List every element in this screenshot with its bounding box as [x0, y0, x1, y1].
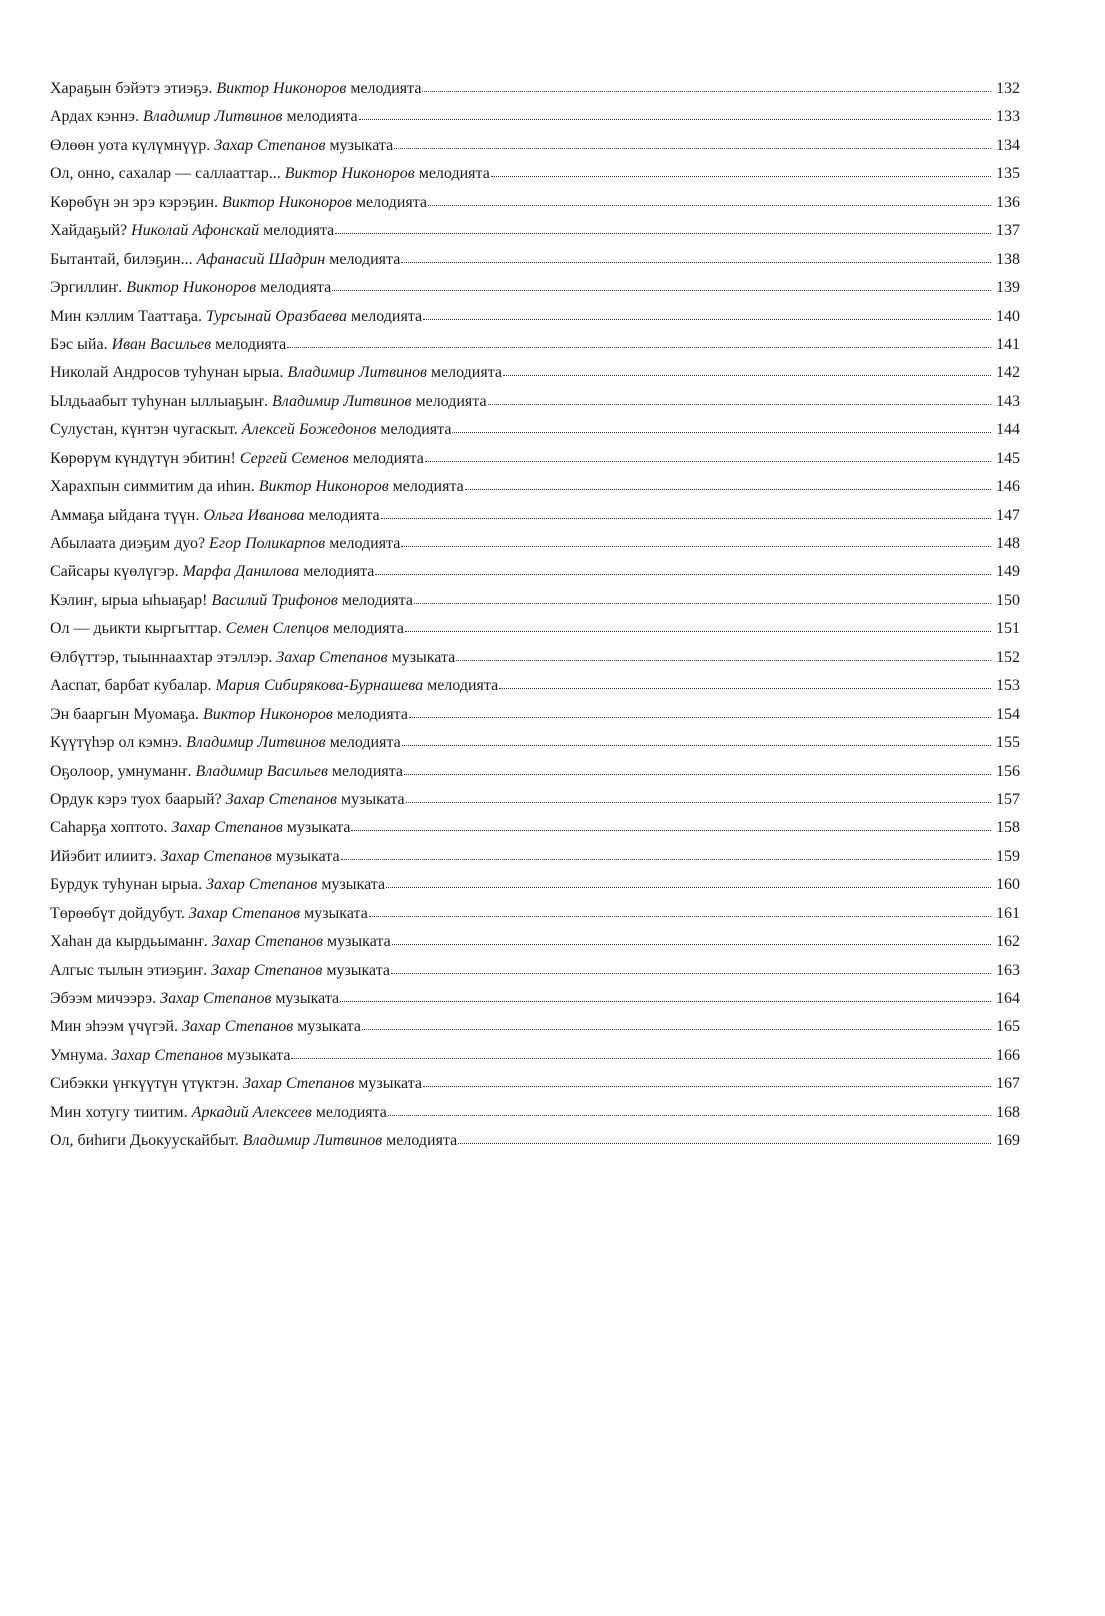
toc-entry[interactable]	[50, 1074, 1020, 1102]
toc-entry[interactable]	[50, 1131, 1020, 1159]
entry-kind: мелодията	[329, 734, 401, 752]
entry-page-number: 144	[996, 421, 1020, 439]
toc-entry[interactable]	[50, 875, 1020, 903]
entry-composer: Турсынай Оразбаева	[205, 307, 347, 325]
entry-page-number: 145	[996, 449, 1020, 467]
dot-leader	[394, 136, 991, 150]
entry-title: Ааспат, барбат кубалар.	[50, 677, 212, 695]
entry-kind: мелодията	[427, 677, 499, 695]
entry-composer: Аркадий Алексеев	[191, 1103, 312, 1121]
entry-composer: Захар Степанов	[225, 790, 337, 808]
entry-title: Көрөрүм күндүтүн эбитин!	[50, 449, 236, 467]
dot-leader	[503, 363, 991, 377]
dot-leader	[335, 221, 991, 235]
dot-leader	[404, 762, 991, 776]
entry-kind: мелодията	[352, 449, 424, 467]
toc-entry[interactable]	[50, 1017, 1020, 1045]
entry-title: Николай Андросов туһунан ырыа.	[50, 364, 284, 382]
toc-entry[interactable]	[50, 363, 1020, 391]
entry-composer: Владимир Литвинов	[272, 392, 412, 410]
entry-kind: музыката	[275, 847, 340, 865]
toc-entry[interactable]	[50, 562, 1020, 590]
entry-page-number: 157	[996, 790, 1020, 808]
dot-leader	[362, 1017, 991, 1031]
entry-composer: Сергей Семенов	[239, 449, 349, 467]
entry-page-number: 153	[996, 677, 1020, 695]
dot-leader	[391, 961, 991, 975]
toc-entry[interactable]	[50, 193, 1020, 221]
toc-entry[interactable]	[50, 392, 1020, 420]
entry-title: Ылдьаабыт туһунан ыллыаҕыҥ.	[50, 392, 268, 410]
dot-leader	[458, 1131, 991, 1145]
entry-composer: Иван Васильев	[111, 335, 212, 353]
entry-page-number: 162	[996, 933, 1020, 951]
entry-kind: музыката	[326, 933, 391, 951]
entry-page-number: 146	[996, 478, 1020, 496]
entry-kind: мелодията	[355, 193, 428, 211]
entry-title: Кэлиҥ, ырыа ыһыаҕар!	[50, 591, 208, 609]
entry-composer: Виктор Никоноров	[202, 705, 333, 723]
entry-page-number: 155	[996, 734, 1020, 752]
dot-leader	[405, 619, 991, 633]
entry-title: Эргиллиҥ.	[50, 279, 123, 297]
entry-page-number: 137	[996, 222, 1020, 240]
entry-kind: музыката	[286, 819, 351, 837]
toc-entry[interactable]	[50, 591, 1020, 619]
toc-entry[interactable]	[50, 932, 1020, 960]
entry-title: Сибэкки үҥкүүтүн үтүктэн.	[50, 1075, 240, 1093]
entry-composer: Ольга Иванова	[203, 506, 305, 524]
entry-kind: музыката	[321, 876, 386, 894]
entry-composer: Виктор Никоноров	[126, 279, 257, 297]
toc-entry[interactable]	[50, 847, 1020, 875]
entry-page-number: 139	[996, 279, 1020, 297]
entry-composer: Семен Слепцов	[225, 620, 329, 638]
entry-page-number: 142	[996, 364, 1020, 382]
entry-title: Күүтүһэр ол кэмнэ.	[50, 734, 183, 752]
entry-kind: мелодията	[418, 165, 490, 183]
entry-kind: музыката	[304, 904, 368, 922]
dot-leader	[287, 335, 991, 349]
entry-kind: музыката	[391, 648, 456, 666]
toc-entry[interactable]	[50, 449, 1020, 477]
entry-title: Абылаата диэҕим дуо?	[50, 535, 206, 552]
entry-title: Умнума.	[50, 1046, 108, 1064]
toc-entry[interactable]	[50, 1046, 1020, 1074]
entry-title: Ол, онно, сахалар — саллааттар...	[50, 165, 281, 183]
toc-entry[interactable]	[50, 705, 1020, 733]
entry-kind: музыката	[297, 1018, 361, 1036]
entry-title: Аммаҕа ыйдаҥа түүн.	[50, 506, 200, 524]
dot-leader	[428, 193, 991, 207]
entry-kind: мелодията	[263, 222, 335, 240]
entry-kind: мелодията	[341, 591, 413, 609]
entry-composer: Захар Степанов	[243, 1075, 355, 1093]
entry-composer: Захар Степанов	[211, 961, 323, 979]
entry-page-number: 140	[996, 307, 1020, 325]
entry-kind: мелодията	[430, 364, 503, 382]
entry-title: Бэс ыйа.	[50, 335, 108, 353]
entry-kind: музыката	[340, 790, 405, 808]
entry-kind: мелодията	[331, 762, 404, 780]
entry-title: Оҕолоор, умнуманҥ.	[50, 762, 192, 780]
entry-title: Хайдаҕый?	[50, 222, 128, 240]
toc-entry[interactable]	[50, 107, 1020, 135]
dot-leader	[381, 506, 991, 520]
toc-entry[interactable]	[50, 506, 1020, 534]
dot-leader	[351, 818, 991, 832]
entry-kind: мелодията	[386, 1132, 458, 1150]
entry-title: Мин кэллим Тааттаҕа.	[50, 307, 202, 325]
entry-page-number: 134	[996, 136, 1020, 154]
entry-page-number: 169	[996, 1132, 1020, 1150]
entry-title: Саһарҕа хоптото.	[50, 819, 168, 837]
dot-leader	[488, 392, 991, 406]
dot-leader	[388, 1103, 991, 1117]
entry-composer: Владимир Васильев	[195, 762, 328, 780]
entry-composer: Виктор Никоноров	[284, 165, 415, 183]
toc-entry[interactable]	[50, 477, 1020, 505]
dot-leader	[499, 676, 991, 690]
entry-composer: Егор Поликарпов	[209, 535, 326, 552]
entry-page-number: 141	[996, 335, 1020, 353]
entry-page-number: 148	[996, 535, 1020, 552]
dot-leader	[422, 79, 991, 93]
entry-composer: Владимир Литвинов	[242, 1132, 383, 1150]
dot-leader	[409, 705, 991, 719]
entry-title: Эн бааргын Муомаҕа.	[50, 705, 199, 723]
toc-entry[interactable]	[50, 420, 1020, 448]
toc-entry[interactable]	[50, 136, 1020, 164]
entry-kind: мелодията	[332, 620, 404, 638]
entry-kind: музыката	[329, 136, 394, 154]
dot-leader	[401, 534, 991, 548]
toc-entry[interactable]	[50, 619, 1020, 647]
toc-entry[interactable]	[50, 1103, 1020, 1131]
dot-leader	[423, 1074, 991, 1088]
entry-kind: мелодията	[286, 108, 358, 126]
dot-leader	[406, 790, 991, 804]
entry-composer: Владимир Литвинов	[287, 364, 427, 382]
entry-kind: мелодията	[350, 80, 422, 97]
entry-kind: мелодията	[329, 535, 401, 552]
dot-leader	[425, 449, 991, 463]
dot-leader	[359, 107, 991, 121]
entry-page-number: 158	[996, 819, 1020, 837]
entry-title: Эбээм мичээрэ.	[50, 990, 157, 1007]
entry-composer: Захар Степанов	[214, 136, 326, 154]
entry-kind: мелодията	[303, 563, 375, 581]
entry-title: Алгыс тылын этиэҕиҥ.	[50, 961, 208, 979]
entry-composer: Мария Сибирякова-Бурнашева	[215, 677, 424, 695]
entry-page-number: 143	[996, 392, 1020, 410]
toc-entry[interactable]	[50, 961, 1020, 989]
entry-kind: музыката	[275, 990, 340, 1007]
dot-leader	[402, 733, 991, 747]
entry-kind: мелодията	[315, 1103, 387, 1121]
dot-leader	[392, 932, 991, 946]
entry-page-number: 135	[996, 165, 1020, 183]
entry-kind: мелодията	[308, 506, 380, 524]
entry-composer: Захар Степанов	[206, 876, 318, 894]
toc-entry[interactable]	[50, 221, 1020, 249]
toc-entry[interactable]	[50, 648, 1020, 676]
entry-page-number: 165	[996, 1018, 1020, 1036]
entry-page-number: 159	[996, 847, 1020, 865]
entry-kind: мелодията	[380, 421, 452, 439]
entry-composer: Виктор Никоноров	[216, 80, 347, 97]
entry-title: Өлөөн уота күлүмнүүр.	[50, 136, 211, 154]
entry-composer: Захар Степанов	[276, 648, 388, 666]
dot-leader	[340, 989, 991, 1003]
entry-kind: мелодията	[336, 705, 408, 723]
dot-leader	[452, 420, 991, 434]
dot-leader	[423, 307, 991, 321]
toc-entry[interactable]	[50, 818, 1020, 846]
toc-entry[interactable]	[50, 164, 1020, 192]
dot-leader	[401, 250, 991, 264]
entry-composer: Виктор Никоноров	[258, 478, 389, 496]
dot-leader	[386, 875, 991, 889]
entry-page-number: 164	[996, 990, 1020, 1007]
entry-title: Ол, биһиги Дьокуускайбыт.	[50, 1132, 239, 1150]
entry-page-number: 150	[996, 591, 1020, 609]
entry-title: Сулустан, күнтэн чугаскыт.	[50, 421, 238, 439]
entry-title: Ардах кэннэ.	[50, 108, 140, 126]
dot-leader	[414, 591, 991, 605]
entry-kind: мелодията	[392, 478, 464, 496]
toc-entry[interactable]	[50, 79, 1020, 107]
dot-leader	[491, 164, 991, 178]
toc-entry[interactable]	[50, 762, 1020, 790]
entry-kind: мелодията	[415, 392, 487, 410]
entry-page-number: 168	[996, 1103, 1020, 1121]
entry-composer: Николай Афонскай	[131, 222, 260, 240]
entry-composer: Захар Степанов	[171, 819, 283, 837]
entry-page-number: 163	[996, 961, 1020, 979]
entry-composer: Захар Степанов	[188, 904, 301, 922]
table-of-contents	[50, 79, 1020, 1160]
entry-page-number: 149	[996, 563, 1020, 581]
entry-kind: мелодията	[215, 335, 287, 353]
entry-kind: мелодията	[351, 307, 423, 325]
toc-entry[interactable]	[50, 335, 1020, 363]
entry-title: Көрөбүн эн эрэ кэрэҕин.	[50, 193, 218, 211]
entry-kind: музыката	[326, 961, 391, 979]
entry-composer: Владимир Литвинов	[143, 108, 283, 126]
entry-title: Төрөөбүт дойдубут.	[50, 904, 185, 922]
entry-page-number: 136	[996, 193, 1020, 211]
entry-composer: Виктор Никоноров	[222, 193, 352, 211]
toc-entry[interactable]	[50, 250, 1020, 278]
entry-title: Ол — дьикти кыргыттар.	[50, 620, 222, 638]
entry-page-number: 133	[996, 108, 1020, 126]
toc-entry[interactable]	[50, 904, 1020, 932]
entry-page-number: 151	[996, 620, 1020, 638]
entry-composer: Захар Степанов	[160, 990, 272, 1007]
dot-leader	[456, 648, 991, 662]
toc-entry[interactable]	[50, 790, 1020, 818]
entry-page-number: 161	[996, 904, 1020, 922]
entry-title: Хараҕын бэйэтэ этиэҕэ.	[50, 80, 213, 97]
entry-title: Мин хотугу тиитим.	[50, 1103, 188, 1121]
entry-page-number: 156	[996, 762, 1020, 780]
entry-composer: Афанасий Шадрин	[196, 250, 326, 268]
entry-composer: Захар Степанов	[111, 1046, 223, 1064]
dot-leader	[465, 477, 991, 491]
entry-title: Харахпын симмитим да иһин.	[50, 478, 255, 496]
entry-page-number: 166	[996, 1046, 1020, 1064]
toc-entry[interactable]	[50, 676, 1020, 704]
entry-composer: Захар Степанов	[181, 1018, 294, 1036]
entry-title: Мин эһээм үчүгэй.	[50, 1018, 178, 1036]
entry-title: Сайсары күөлүгэр.	[50, 563, 179, 581]
toc-entry[interactable]	[50, 278, 1020, 306]
entry-composer: Захар Степанов	[211, 933, 323, 951]
toc-entry[interactable]	[50, 733, 1020, 761]
entry-composer: Марфа Данилова	[182, 563, 300, 581]
entry-kind: музыката	[226, 1046, 291, 1064]
entry-composer: Василий Трифонов	[211, 591, 338, 609]
entry-title: Өлбүттэр, тыыннаахтар этэллэр.	[50, 648, 273, 666]
dot-leader	[291, 1046, 991, 1060]
entry-title: Хаһан да кырдьыманҥ.	[50, 933, 208, 951]
entry-page-number: 147	[996, 506, 1020, 524]
toc-entry[interactable]	[50, 534, 1020, 562]
toc-entry[interactable]	[50, 307, 1020, 335]
dot-leader	[332, 278, 991, 292]
entry-composer: Алексей Божедонов	[241, 421, 377, 439]
entry-title: Ийэбит илиитэ.	[50, 847, 157, 865]
entry-page-number: 138	[996, 250, 1020, 268]
entry-page-number: 167	[996, 1075, 1020, 1093]
dot-leader	[375, 562, 991, 576]
entry-composer: Захар Степанов	[160, 847, 272, 865]
entry-title: Бурдук туһунан ырыа.	[50, 876, 203, 894]
entry-kind: мелодията	[260, 279, 332, 297]
entry-kind: музыката	[358, 1075, 422, 1093]
entry-title: Ордук кэрэ туох баарый?	[50, 790, 222, 808]
entry-kind: мелодията	[329, 250, 401, 268]
entry-page-number: 154	[996, 705, 1020, 723]
dot-leader	[341, 847, 991, 861]
entry-page-number: 152	[996, 648, 1020, 666]
entry-composer: Владимир Литвинов	[186, 734, 326, 752]
entry-page-number: 132	[996, 80, 1020, 97]
entry-page-number: 160	[996, 876, 1020, 894]
toc-entry[interactable]	[50, 989, 1020, 1017]
entry-title: Бытантай, билэҕин...	[50, 250, 193, 268]
dot-leader	[369, 904, 991, 918]
